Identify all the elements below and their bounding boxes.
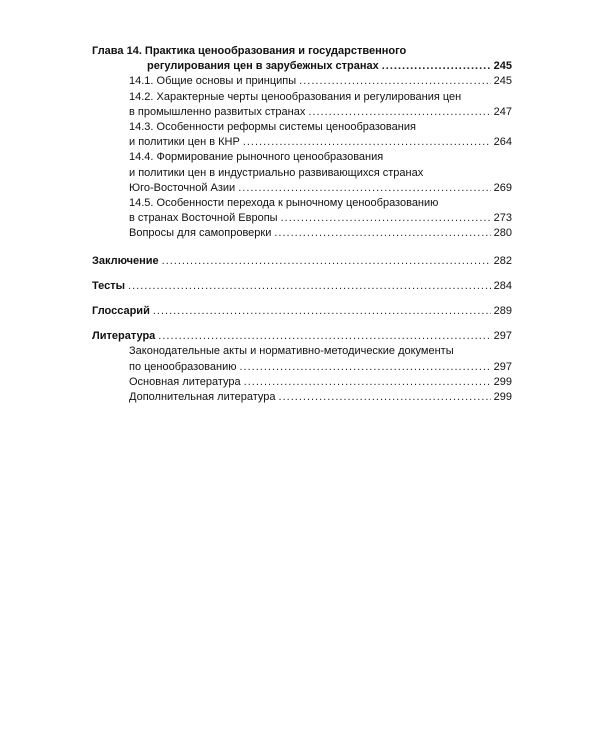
toc-entry-14-5 [92, 211, 512, 226]
leader-dots [274, 226, 490, 241]
toc-entry-text: Дополнительная литература [129, 391, 276, 404]
leader-dots [299, 74, 490, 89]
chapter-14-title-entry [92, 59, 512, 74]
toc-entry-main-literature [92, 375, 512, 390]
toc-entry-text: Основная литература [129, 375, 241, 388]
leader-dots [279, 390, 491, 405]
page-number: 289 [493, 305, 512, 318]
toc-entry-text: 14.2. Характерные черты ценообразования и регулирования цен [129, 90, 462, 103]
toc-entry-literature [92, 329, 512, 344]
toc-entry-text: Заключение [92, 254, 159, 267]
leader-dots [240, 360, 491, 375]
leader-dots [158, 329, 490, 344]
page-number: 297 [493, 360, 512, 373]
leader-dots [308, 105, 490, 120]
chapter-14-title: Глава 14. Практика ценообразования и государственного [92, 45, 407, 57]
page-number: 299 [493, 375, 512, 388]
leader-dots [243, 135, 491, 150]
toc-entry-text: и политики цен в индустриально развивающихся странах [129, 166, 424, 179]
toc-entry-14-4 [92, 181, 512, 196]
leader-dots [238, 181, 490, 196]
toc-entry-conclusion [92, 254, 512, 269]
table-of-contents [92, 44, 512, 405]
leader-dots [244, 375, 491, 390]
toc-entry-tests [92, 279, 512, 294]
page-number: 273 [493, 212, 512, 225]
page-number: 264 [493, 136, 512, 149]
leader-dots [128, 279, 491, 294]
page-number: 282 [493, 254, 512, 267]
toc-entry-text: по ценообразованию [129, 360, 237, 373]
toc-entry-text: 14.1. Общие основы и принципы [129, 75, 297, 88]
toc-entry-text: Тесты [92, 279, 126, 292]
page-number: 297 [493, 330, 512, 343]
toc-entry-text: Глоссарий [92, 305, 150, 318]
page-number: 284 [493, 279, 512, 292]
leader-dots [382, 59, 491, 74]
toc-entry-text: Вопросы для самопроверки [129, 227, 272, 240]
page-number: 247 [493, 105, 512, 118]
toc-entry-14-3 [92, 135, 512, 150]
page-number: 299 [493, 391, 512, 404]
toc-entry-text: в странах Восточной Европы [129, 212, 278, 225]
page-number: 245 [493, 75, 512, 88]
toc-entry-text: Юго-Восточной Азии [129, 181, 236, 194]
toc-entry-additional-literature [92, 390, 512, 405]
toc-entry-text: 14.4. Формирование рыночного ценообразования [129, 151, 384, 164]
toc-entry-glossary [92, 304, 512, 319]
toc-entry-text: в промышленно развитых странах [129, 105, 306, 118]
page-number: 245 [493, 60, 512, 73]
leader-dots [281, 211, 491, 226]
leader-dots [162, 254, 491, 269]
toc-entry-text: 14.5. Особенности перехода к рыночному ценообразованию [129, 197, 439, 210]
toc-entry-14-2 [92, 105, 512, 120]
toc-entry-text: 14.3. Особенности реформы системы ценообразования [129, 121, 416, 134]
leader-dots [153, 304, 491, 319]
toc-entry-text: и политики цен в КНР [129, 136, 240, 149]
toc-entry-text: Литература [92, 330, 156, 343]
toc-entry-self-check [92, 226, 512, 241]
toc-entry-text: Законодательные акты и нормативно-методические документы [129, 345, 454, 358]
chapter-14-title-cont: регулирования цен в зарубежных странах [147, 60, 379, 73]
toc-entry-14-1 [92, 74, 512, 89]
toc-entry-legislation [92, 360, 512, 375]
page-number: 269 [493, 181, 512, 194]
page-number: 280 [493, 227, 512, 240]
